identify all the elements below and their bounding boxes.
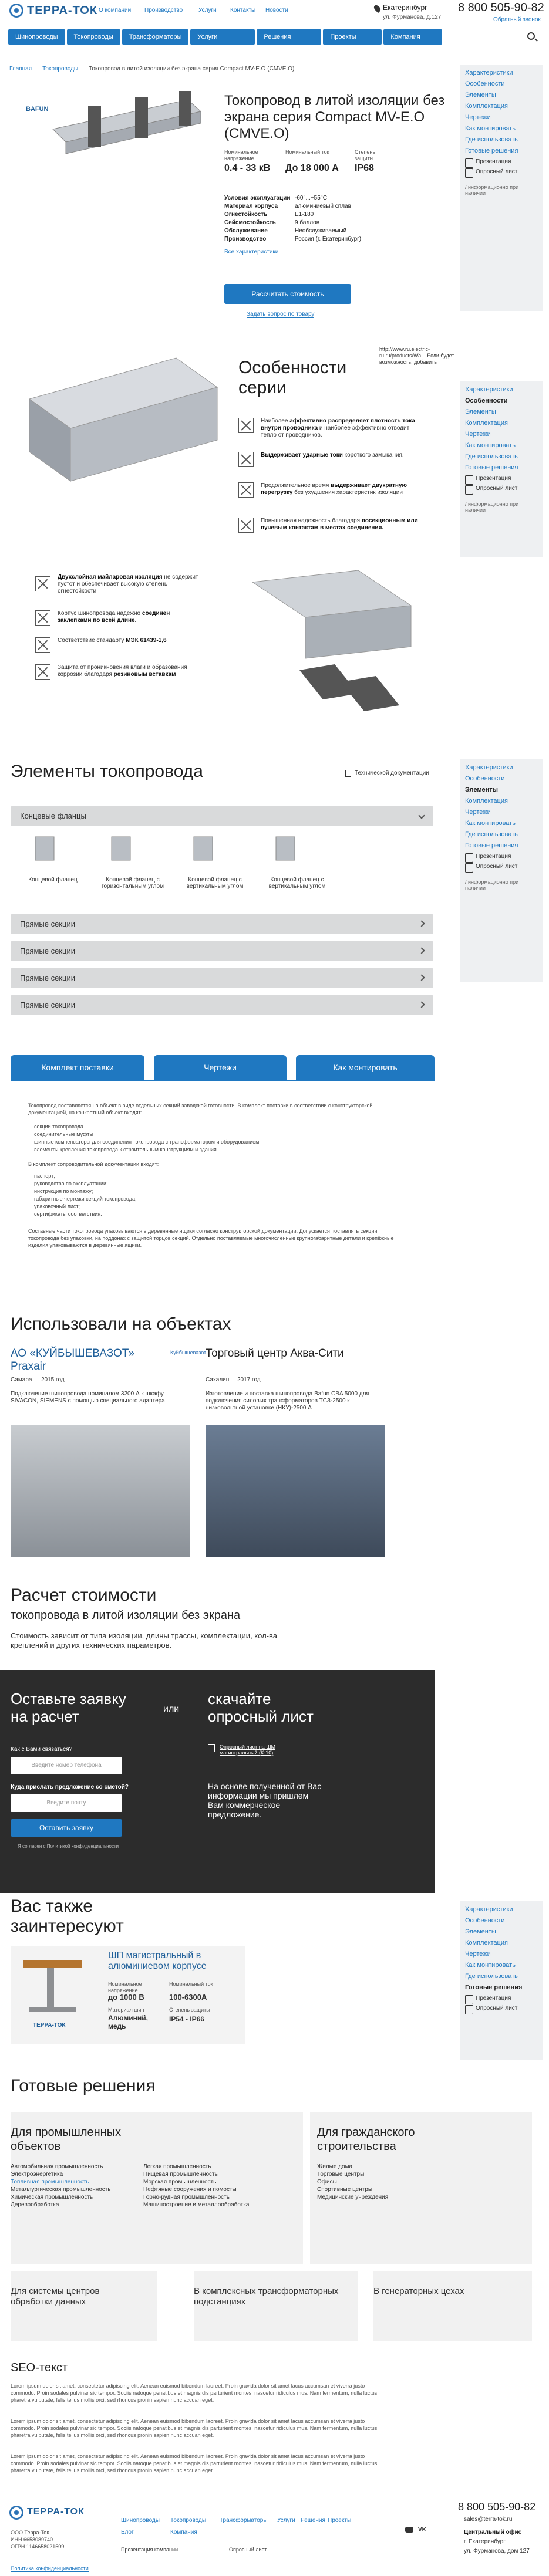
doc-list-item: габаритные чертежи секций токопровода; (34, 1196, 137, 1202)
sidebar-item[interactable]: Где использовать (465, 1973, 518, 1980)
doc-presentation[interactable]: Презентация (465, 475, 538, 482)
sidebar-item[interactable]: Как монтировать (465, 442, 516, 449)
solution-item[interactable]: Спортивные центры (317, 2186, 373, 2193)
sidebar-note: / информационно при наличии (465, 184, 519, 196)
sidebar-item[interactable]: Как монтировать (465, 125, 516, 132)
footer-privacy-link[interactable]: Политика конфиденциальности (11, 2565, 89, 2571)
sidebar-title[interactable]: Характеристики (465, 1906, 513, 1913)
privacy-checkbox-label[interactable]: Я согласен с Политикой конфиденциальности (18, 1844, 119, 1849)
sidebar-item-active[interactable]: Особенности (465, 397, 508, 404)
sidebar-item[interactable]: Чертежи (465, 1950, 491, 1958)
object-city: Самара (11, 1377, 32, 1383)
questionnaire-file-link[interactable]: Опросный лист на ШМ магистральный (К-10) (220, 1744, 275, 1756)
prop-row: Производство Россия (г. Екатеринбург) (224, 236, 362, 242)
doc-presentation[interactable]: Презентация (465, 158, 538, 165)
prop-row: Условия эксплуатации -60°...+55°С (224, 195, 327, 201)
feature-check-icon (35, 664, 50, 680)
city-selector[interactable]: Екатеринбург (383, 4, 427, 12)
feature-text: Двухслойная майларовая изоляция не содержит пустот и обеспечивает высокую степень огнестойкости (58, 574, 198, 594)
solution-item[interactable]: Топливная промышленность (11, 2179, 89, 2185)
doc-presentation[interactable]: Презентация (465, 1995, 538, 2002)
product-image (47, 88, 206, 176)
chevron-right-icon (418, 1001, 425, 1008)
form-title: Оставьте заявку на расчет (11, 1690, 126, 1725)
q-contact: Как с Вами связаться? (11, 1746, 73, 1753)
object-name[interactable]: АО «КУЙБЫШЕВАЗОТ» Praxair (11, 1347, 135, 1372)
footer-nav-link[interactable]: Блог (121, 2529, 134, 2536)
submit-request-button[interactable]: Оставить заявку (11, 1819, 122, 1837)
feature-check-icon (238, 452, 254, 467)
accordion-straight-sections[interactable]: Прямые секции (11, 914, 433, 934)
object-photo (11, 1425, 190, 1557)
prop-row: Материал корпуса алюминиевый сплав (224, 203, 351, 209)
sidebar-note: / информационно при наличии (465, 879, 519, 891)
sidebar-item[interactable]: Как монтировать (465, 820, 516, 827)
delivery-list-item: соединительные муфты (34, 1131, 93, 1137)
sidebar-nav-2 (460, 381, 543, 557)
footer-office-title: Центральный офис (464, 2529, 522, 2536)
sidebar-item[interactable]: Комплектация (465, 420, 508, 427)
related-brand: ТЕРРА-ТОК (33, 2022, 66, 2029)
related-spec-label: Номинальный ток (169, 1981, 213, 1987)
feature-check-icon (35, 610, 50, 626)
tab-drawings[interactable]: Чертежи (154, 1055, 287, 1080)
related-spec-value: Алюминий, медь (108, 2014, 148, 2030)
object-desc: Изготовление и поставка шинопровода Bafun CBA 5000 для подключения силовых трансформаторов ТСЗ-2500 к низковольтной установке (НКУ)-2500 А (206, 1391, 369, 1411)
spec-ip-label: Степень защиты (355, 149, 376, 161)
elements-title: Элементы токопровода (11, 762, 203, 781)
or-text: или (163, 1704, 180, 1714)
prop-row: Обслуживание Необслуживаемый (224, 228, 347, 234)
nav-busbars[interactable]: Шинопроводы (8, 29, 65, 45)
sidebar-item[interactable]: Чертежи (465, 114, 491, 121)
tab-underline (11, 1080, 435, 1081)
logo-text[interactable]: ТЕРРА-ТОК (27, 4, 98, 17)
breadcrumb-home[interactable]: Главная (9, 66, 32, 72)
solution-title: В комплексных трансформаторных подстанциях (194, 2286, 339, 2307)
footer-logo-text[interactable]: ТЕРРА-ТОК (27, 2507, 85, 2517)
delivery-paragraph: Составные части токопровода упаковываются в деревянные ящики согласно конструкторской документации. Допускается поставлять секции токопровода без упаковки, на поддонах с защитой торцов секций. Отдельно поставляемые многочисленные крупногабаритные детали и крепёжные изделия упаковываются в деревянные ящики. (28, 1228, 394, 1248)
sidebar-item-active[interactable]: Готовые решения (465, 1984, 523, 1991)
top-link-news[interactable]: Новости (265, 7, 288, 13)
nav-services[interactable]: Услуги (190, 29, 255, 45)
footer-nav-link[interactable]: Шинопроводы (121, 2517, 160, 2524)
nav-projects[interactable]: Проекты (323, 29, 382, 45)
nav-company[interactable]: Компания (383, 29, 442, 45)
footer-nav-link[interactable]: Услуги (277, 2517, 295, 2524)
doc-list-item: упаковочный лист; (34, 1204, 80, 1209)
doc-questionnaire[interactable]: Опросный лист (465, 2005, 538, 2012)
object-photo (206, 1425, 385, 1557)
footer-logo-icon[interactable] (9, 2506, 23, 2520)
related-spec-label: Степень защиты (169, 2007, 210, 2013)
calc-subtitle: токопровода в литой изоляции без экрана (11, 1609, 241, 1622)
breadcrumb (9, 66, 294, 72)
download-title: скачайте опросный лист (208, 1690, 314, 1725)
object-city: Сахалин (206, 1377, 230, 1383)
feature-image-busbar (12, 352, 229, 505)
all-chars-link[interactable]: Все характеристики (224, 249, 279, 255)
footer-office-addr: ул. Фурманова, дом 127 (464, 2548, 530, 2554)
chevron-right-icon (418, 974, 425, 981)
footer-company: ООО Терра-Ток ИНН 6658089740 ОГРН 1146658021509 (11, 2530, 65, 2550)
doc-list-item: руководство по эксплуатации; (34, 1181, 108, 1186)
prop-row: Сейсмостойкость 9 баллов (224, 219, 320, 226)
flange-label: Концевой фланец с вертикальным углом (268, 877, 326, 890)
tech-doc-link[interactable]: Технической документации (345, 770, 429, 776)
chevron-right-icon (418, 947, 425, 954)
sidebar-item[interactable]: Как монтировать (465, 1962, 516, 1969)
delivery-paragraph: В комплект сопроводительной документации входят: (28, 1161, 159, 1167)
breadcrumb-current: Токопровод в литой изоляции без экрана серия Compact MV-E.O (CMVE.O) (89, 66, 295, 72)
footer-nav-link[interactable]: Решения (301, 2517, 325, 2524)
search-icon[interactable] (527, 32, 535, 40)
seo-paragraph: Lorem ipsum dolor sit amet, consectetur adipiscing elit. Aenean euismod bibendum laoreet. Proin gravida dolor sit amet lacus accumsan et viverra justo commodo. Proin sodales pulvinar sic tempor. Sociis natoque penatibus et magnis dis parturient montes, nascetur ridiculus mus. Nam fermentum, nulla luctus pharetra vulputate, felis tellus mollis orci, sed rhoncus pronin sapien nunc accuan eget. (11, 2453, 378, 2473)
solution-item[interactable]: Электроэнергетика (11, 2171, 63, 2178)
delivery-list-item: шинные компенсаторы для соединения токопровода с трансформатором и оборудованием (34, 1139, 260, 1145)
solution-title: Для системы центров обработки данных (11, 2286, 100, 2307)
footer-office-city: г. Екатеринбург (464, 2538, 506, 2545)
related-spec-label: Номинальное напряжение (108, 1981, 142, 1993)
footer-email[interactable]: sales@terra-tok.ru (464, 2516, 513, 2523)
sidebar-item-active[interactable]: Элементы (465, 786, 499, 793)
related-spec-value: 100-6300А (169, 1993, 207, 2002)
related-spec-value: до 1000 В (108, 1993, 144, 2002)
solution-item[interactable]: Пищевая промышленность (143, 2171, 218, 2178)
flange-label: Концевой фланец с вертикальным углом (186, 877, 244, 890)
flange-label: Концевой фланец с горизонтальным углом (102, 877, 164, 890)
accordion-straight-sections[interactable]: Прямые секции (11, 968, 433, 988)
solution-item[interactable]: Деревообработка (11, 2202, 59, 2208)
features-title: Особенности серии (238, 358, 347, 397)
doc-list-item: паспорт; (34, 1173, 55, 1179)
feature-text: Повышенная надежность благодаря посекционным или пучевым контактам в местах соединения. (261, 518, 418, 531)
sidebar-nav-3 (460, 759, 543, 982)
brand-logo: BAFUN (26, 106, 49, 113)
chevron-down-icon (418, 812, 425, 819)
document-icon (208, 1744, 215, 1752)
nav-current-ducts[interactable]: Токопроводы (67, 29, 120, 45)
sidebar-item[interactable]: Комплектация (465, 103, 508, 110)
top-link-services[interactable]: Услуги (198, 7, 217, 13)
spec-voltage-label: Номинальное напряжение (224, 149, 258, 161)
top-link-contacts[interactable]: Контакты (230, 7, 256, 13)
sidebar-item[interactable]: Готовые решения (465, 147, 518, 154)
feature-text: Выдерживает ударные токи короткого замыкания. (261, 452, 404, 458)
ask-question-link[interactable]: Задать вопрос по товару (247, 311, 315, 317)
doc-list-item: инструкция по монтажу; (34, 1188, 93, 1194)
header-address: ул. Фурманова, д.127 (383, 14, 442, 21)
sidebar-item[interactable]: Элементы (465, 1928, 496, 1935)
sidebar-item[interactable]: Особенности (465, 1917, 505, 1924)
solution-item[interactable]: Металлургическая промышленность (11, 2186, 111, 2193)
sidebar-item[interactable]: Где использовать (465, 453, 518, 460)
flanges-images (23, 831, 376, 872)
spec-current-label: Номинальный ток (285, 149, 329, 155)
related-product-image (18, 1954, 94, 2019)
main-nav (8, 29, 520, 45)
sidebar-item[interactable]: Особенности (465, 775, 505, 782)
object-desc: Подключение шинопровода номиналом 3200 А к шкафу SIVACON, SIEMENS с помощью специального адаптера (11, 1391, 165, 1404)
doc-questionnaire[interactable]: Опросный лист (465, 168, 538, 175)
object-year: 2017 год (237, 1377, 261, 1383)
feature-image-cross-section (241, 570, 417, 723)
callback-link[interactable]: Обратный звонок (493, 16, 541, 23)
chevron-right-icon (418, 920, 425, 927)
dev-note: http://www.ru.electric-ru.ru/products/Wa... Если будет возможность, добавить (379, 346, 454, 365)
feature-text: Соответствие стандарту МЭК 61439-1,6 (58, 637, 167, 644)
privacy-checkbox[interactable] (11, 1844, 15, 1848)
related-spec-value: IP54 - IP66 (169, 2015, 205, 2023)
spec-ip-value: IP68 (355, 163, 374, 173)
sidebar-title[interactable]: Характеристики (465, 764, 513, 771)
sidebar-item[interactable]: Элементы (465, 92, 496, 99)
nav-solutions[interactable]: Решения (257, 29, 321, 45)
solution-item[interactable]: Медицинские учреждения (317, 2194, 389, 2200)
phone-input[interactable]: Введите номер телефона (11, 1757, 122, 1774)
sidebar-note: / информационно при наличии (465, 501, 519, 513)
nav-transformers[interactable]: Трансформаторы (122, 29, 189, 45)
vk-icon[interactable]: VK (418, 2527, 426, 2533)
top-link-production[interactable]: Производство (144, 7, 183, 13)
sidebar-item[interactable]: Где использовать (465, 831, 518, 838)
prop-row: Огнестойкость Е1-180 (224, 211, 314, 218)
solution-item[interactable]: Горно-рудная промышленность (143, 2194, 230, 2200)
solution-item[interactable]: Офисы (317, 2179, 337, 2185)
flange-label: Концевой фланец (28, 877, 78, 883)
sidebar-item[interactable]: Чертежи (465, 431, 491, 438)
logo-icon[interactable] (9, 4, 23, 18)
footer-nav-link[interactable]: Компания (170, 2529, 197, 2536)
delivery-list-item: элементы крепления токопровода к строительным конструкциям и здания (34, 1147, 217, 1152)
header-phone[interactable]: 8 800 505-90-82 (458, 1, 544, 14)
object-name[interactable]: Торговый центр Аква-Сити (206, 1347, 344, 1360)
solution-item[interactable]: Автомобильная промышленность (11, 2163, 103, 2170)
accordion-straight-sections[interactable]: Прямые секции (11, 995, 433, 1015)
youtube-icon[interactable] (405, 2527, 413, 2533)
related-title: Вас также заинтересуют (11, 1896, 124, 1936)
seo-title: SEO-текст (11, 2361, 68, 2374)
feature-check-icon (35, 637, 50, 653)
solution-generator[interactable] (373, 2271, 532, 2341)
sidebar-item[interactable]: Чертежи (465, 809, 491, 816)
solution-title: Для гражданского строительства (317, 2126, 415, 2153)
breadcrumb-ducts[interactable]: Токопроводы (42, 66, 79, 72)
feature-text: Продолжительное время выдерживает двукратную перегрузку без ухудшения характеристик изоляции (261, 482, 407, 496)
email-input[interactable]: Введите почту (11, 1794, 122, 1812)
tab-delivery-set[interactable]: Комплект поставки (11, 1055, 144, 1080)
solution-item[interactable]: Легкая промышленность (143, 2163, 211, 2170)
delivery-paragraph: Токопровод поставляется на объект в виде отдельных секций заводской готовности. В комплект поставки в соответствии с конструкторской документацией, на конкретный объект входят: (28, 1103, 373, 1115)
object-year: 2015 год (41, 1377, 65, 1383)
feature-text: Наиболее эффективно распределяет плотность тока внутри проводника и наиболее эффективно отводит тепло от проводников. (261, 418, 415, 438)
footer-nav-link[interactable]: Трансформаторы (220, 2517, 268, 2524)
delivery-list-item: секции токопровода (34, 1124, 83, 1130)
objects-title: Использовали на объектах (11, 1314, 231, 1334)
solutions-title: Готовые решения (11, 2076, 156, 2095)
related-spec-label: Материал шин (108, 2007, 144, 2013)
sidebar-title[interactable]: Характеристики (465, 69, 513, 76)
sidebar-item[interactable]: Особенности (465, 80, 505, 87)
solution-item[interactable]: Торговые центры (317, 2171, 365, 2178)
seo-paragraph: Lorem ipsum dolor sit amet, consectetur adipiscing elit. Aenean euismod bibendum laoreet. Proin gravida dolor sit amet lacus accumsan et viverra justo commodo. Proin sodales pulvinar sic tempor. Sociis natoque penatibus et magnis dis parturient montes, nascetur ridiculus mus. Nam fermentum, nulla luctus pharetra vulputate, felis tellus mollis orci, sed rhoncus pronin sapien nunc accuan eget. (11, 2418, 378, 2438)
location-pin-icon (373, 4, 382, 13)
sidebar-item[interactable]: Готовые решения (465, 842, 518, 849)
calc-desc: Стоимость зависит от типа изоляции, длины трассы, комплектации, кол-ва креплений и других технических параметров. (11, 1631, 277, 1649)
feature-check-icon (238, 518, 254, 533)
solution-item[interactable]: Морская промышленность (143, 2179, 217, 2185)
sidebar-item[interactable]: Комплектация (465, 797, 508, 804)
footer-doc-presentation[interactable]: Презентация компании (121, 2547, 178, 2553)
site-header (0, 0, 549, 54)
solution-item[interactable]: Машиностроение и металлообработка (143, 2202, 250, 2208)
accordion-straight-sections[interactable]: Прямые секции (11, 941, 433, 961)
footer-nav-link[interactable]: Проекты (328, 2517, 352, 2524)
sidebar-item[interactable]: Элементы (465, 408, 496, 415)
sidebar-title[interactable]: Характеристики (465, 386, 513, 393)
calc-note: На основе полученной от Вас информации мы пришлем Вам коммерческое предложение. (208, 1781, 322, 1819)
sidebar-item[interactable]: Комплектация (465, 1939, 508, 1946)
calc-title: Расчет стоимости (11, 1586, 157, 1605)
calc-price-button[interactable]: Рассчитать стоимость (224, 284, 351, 304)
footer-doc-questionnaire[interactable]: Опросный лист (229, 2547, 267, 2553)
footer-nav-link[interactable]: Токопроводы (170, 2517, 207, 2524)
feature-check-icon (238, 418, 254, 433)
sidebar-nav (460, 65, 543, 311)
spec-voltage-value: 0.4 - 33 кВ (224, 163, 271, 173)
feature-text: Защита от проникновения влаги и образования коррозии благодаря резиновым вставкам (58, 664, 187, 678)
doc-list-item: сертификаты соответствия. (34, 1211, 102, 1217)
doc-presentation[interactable]: Презентация (465, 853, 538, 860)
solution-item[interactable]: Химическая промышленность (11, 2194, 93, 2200)
top-link-about[interactable]: О компании (99, 7, 132, 13)
footer-phone[interactable]: 8 800 505-90-82 (458, 2501, 536, 2513)
document-icon (345, 770, 351, 777)
sidebar-item[interactable]: Готовые решения (465, 464, 518, 471)
feature-check-icon (238, 482, 254, 498)
q-email: Куда прислать предложение со сметой? (11, 1784, 129, 1790)
tab-installation[interactable]: Как монтировать (296, 1055, 435, 1080)
spec-current-value: До 18 000 А (285, 163, 339, 173)
sidebar-nav-4 (460, 1901, 543, 2060)
product-title: Токопровод в литой изоляции без экрана серия Compact MV-E.O (CMVE.O) (224, 93, 445, 141)
seo-paragraph: Lorem ipsum dolor sit amet, consectetur adipiscing elit. Aenean euismod bibendum laoreet. Proin gravida dolor sit amet lacus accumsan et viverra justo commodo. Proin sodales pulvinar sic tempor. Sociis natoque penatibus et magnis dis parturient montes, nascetur ridiculus mus. Nam fermentum, nulla luctus pharetra vulputate, felis tellus mollis orci, sed rhoncus pronin sapien nunc accuan eget. (11, 2383, 378, 2403)
object-logo: Куйбышевазот (170, 1350, 207, 1355)
doc-questionnaire[interactable]: Опросный лист (465, 485, 538, 492)
solution-item[interactable]: Жилые дома (317, 2163, 353, 2170)
solution-title: В генераторных цехах (373, 2286, 464, 2296)
sidebar-item[interactable]: Где использовать (465, 136, 518, 143)
solution-title: Для промышленных объектов (11, 2126, 122, 2153)
doc-questionnaire[interactable]: Опросный лист (465, 863, 538, 870)
feature-text: Корпус шинопровода надежно соединен заклепками по всей длине. (58, 610, 170, 624)
accordion-flanges[interactable]: Концевые фланцы (11, 806, 433, 826)
related-card-title[interactable]: ШП магистральный в алюминиевом корпусе (108, 1950, 207, 1971)
feature-check-icon (35, 576, 50, 591)
solution-item[interactable]: Нефтяные сооружения и помосты (143, 2186, 237, 2193)
